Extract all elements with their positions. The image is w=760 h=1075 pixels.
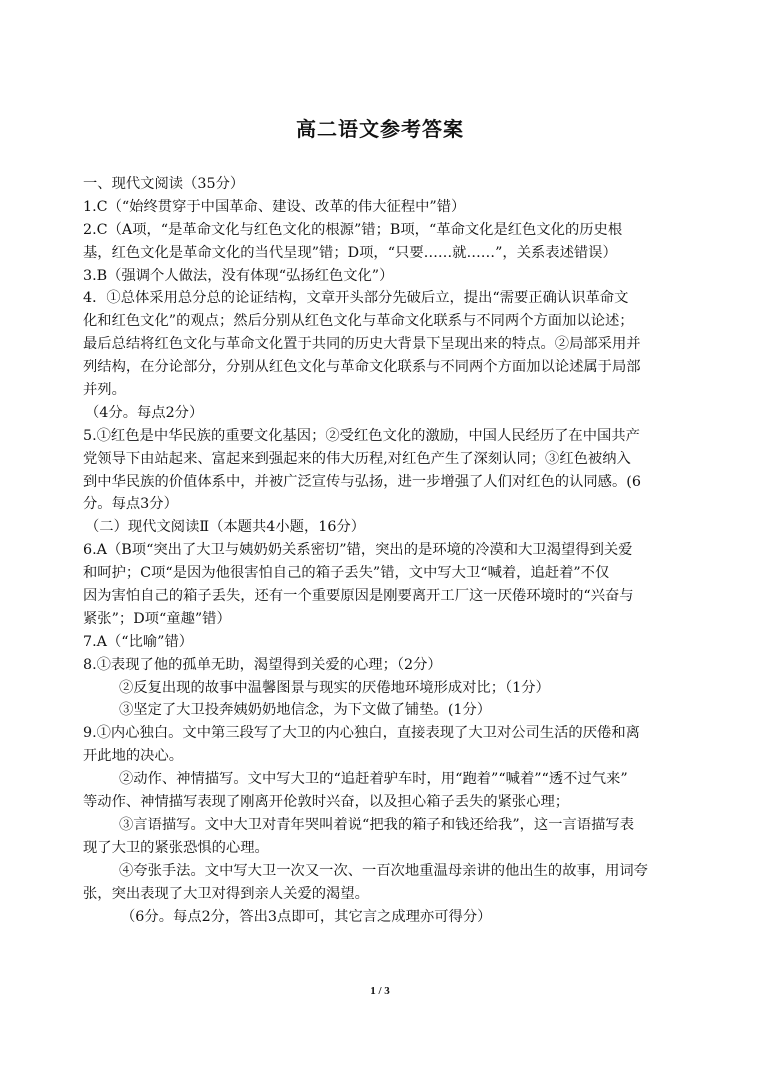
- answer-line: 现了大卫的紧张恐惧的心理。: [83, 839, 269, 856]
- answer-line: 3.B（强调个人做法，没有体现“弘扬红色文化”）: [83, 267, 394, 284]
- answer-line: 9.①内心独白。文中第三段写了大卫的内心独白，直接表现了大卫对公司生活的厌倦和离: [83, 725, 640, 742]
- answer-line: 和呵护；C项“是因为他很害怕自己的箱子丢失”错，文中写大卫“喊着，追赶着”不仅: [83, 565, 610, 582]
- answer-line: 因为害怕自己的箱子丢失，还有一个重要原因是刚要离开工厂这一厌倦环境时的“兴奋与: [83, 588, 634, 605]
- answer-line: ③坚定了大卫投奔姨奶奶地信念，为下文做了铺垫。(1分）: [119, 702, 492, 719]
- answer-line: 1.C（“始终贯穿于中国革命、建设、改革的伟大征程中”错）: [83, 198, 466, 215]
- answer-line: 4．①总体采用总分总的论证结构，文章开头部分先破后立，提出“需要正确认识革命文: [83, 290, 629, 307]
- answer-line: 等动作、神情描写表现了刚离开伦敦时兴奋，以及担心箱子丢失的紧张心理；: [83, 794, 570, 811]
- answer-line: 到中华民族的价值体系中，并被广泛宣传与弘扬，进一步增强了人们对红色的认同感。(6: [83, 473, 641, 490]
- answer-line: 2.C（A项，“是革命文化与红色文化的根源”错；B项，“革命文化是红色文化的历史根: [83, 221, 623, 238]
- score-note: （6分。每点2分，答出3点即可，其它言之成理亦可得分）: [121, 908, 492, 925]
- answer-line: 并列。: [83, 382, 126, 399]
- answer-line: 化和红色文化”的观点；然后分别从红色文化与革命文化联系与不同两个方面加以论述；: [83, 313, 634, 330]
- answer-line: 开此地的决心。: [83, 748, 184, 765]
- page-number: 1 / 3: [370, 985, 390, 997]
- answer-line: 5.①红色是中华民族的重要文化基因；②受红色文化的激励，中国人民经历了在中国共产: [83, 427, 640, 444]
- answer-line: 7.A（“比喻”错）: [83, 633, 194, 650]
- answer-line: 6.A（B项“突出了大卫与姨奶奶关系密切”错，突出的是环境的冷漠和大卫渴望得到关爱: [83, 542, 633, 559]
- answer-line: ③言语描写。文中大卫对青年哭叫着说“把我的箱子和钱还给我”，这一言语描写表: [119, 816, 635, 833]
- score-note: （4分。每点2分）: [85, 404, 204, 421]
- answer-line: 党领导下由站起来、富起来到强起来的伟大历程,对红色产生了深刻认同；③红色被纳入: [83, 450, 631, 467]
- section-heading: （二）现代文阅读Ⅱ（本题共4小题，16分）: [85, 519, 366, 536]
- answer-line: 分。每点3分）: [83, 496, 178, 513]
- answer-line: 列结构，在分论部分，分别从红色文化与革命文化联系与不同两个方面加以论述属于局部: [83, 359, 641, 376]
- answer-line: 最后总结将红色文化与革命文化置于共同的历史大背景下呈现出来的特点。②局部采用并: [83, 336, 641, 353]
- section-heading: 一、现代文阅读（35分）: [83, 176, 245, 192]
- answer-line: ②动作、神情描写。文中写大卫的“追赶着驴车时，用“跑着”“喊着”“透不过气来”: [119, 771, 628, 788]
- answer-line: ②反复出现的故事中温馨图景与现实的厌倦地环境形成对比；（1分）: [119, 679, 550, 696]
- answer-line: 8.①表现了他的孤单无助，渴望得到关爱的心理；（2分）: [83, 656, 442, 673]
- answer-line: 基，红色文化是革命文化的当代呈现”错；D项，“只要……就……”，关系表述错误）: [83, 244, 617, 261]
- answer-line: ④夸张手法。文中写大卫一次又一次、一百次地重温母亲讲的他出生的故事，用词夸: [119, 862, 648, 879]
- answer-body: [83, 173, 683, 928]
- document-title: 高二语文参考答案: [296, 117, 464, 141]
- answer-line: 紧张”；D项“童趣”错）: [83, 610, 231, 627]
- answer-line: 张，突出表现了大卫对得到亲人关爱的渴望。: [83, 885, 369, 902]
